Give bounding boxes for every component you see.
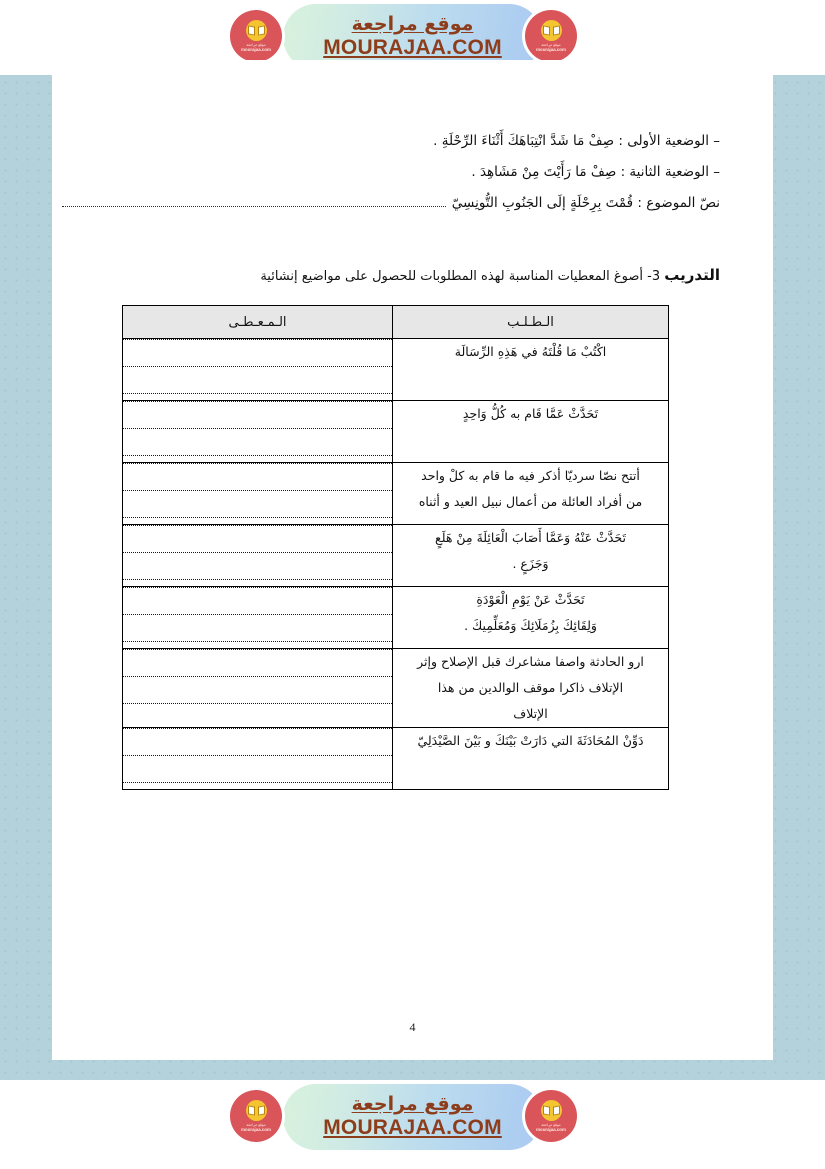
logo-caption-arabic-left: موقع مراجعة: [246, 42, 266, 47]
request-cell: [393, 649, 669, 728]
footer-branding-band: [0, 1080, 825, 1169]
request-cell: [393, 728, 669, 790]
answer-dotted-line[interactable]: [123, 455, 392, 456]
document-sheet: [52, 60, 773, 1060]
request-line: تَحَدَّثْ عَمَّا قَام به كُلُّ وَاحِدٍ: [462, 406, 599, 421]
table-row: [123, 649, 669, 728]
topic-label: نصّ الموضوع : قُمْتَ بِرِحْلَةٍ إلَى الجَنُوبِ التُّونِسِيّ: [451, 195, 720, 211]
footer-logo-left-caption: [241, 1123, 271, 1133]
request-line: تَحَدَّثْ عَنْ يَوْمِ الْعَوْدَةِ: [476, 592, 585, 607]
table-body: [123, 339, 669, 790]
request-line: الإتلاف ذاكرا موقف الوالدين من هذا: [437, 680, 624, 695]
answer-dotted-line[interactable]: [123, 614, 392, 615]
logo-caption-arabic-left: موقع مراجعة: [246, 1122, 266, 1127]
footer-logo-right-caption: [536, 1123, 566, 1133]
given-answer-cell[interactable]: [123, 401, 393, 463]
answer-dotted-line[interactable]: [123, 552, 392, 553]
table-row: [123, 401, 669, 463]
header-brand-url[interactable]: MOURAJAA.COM: [323, 36, 502, 60]
open-book-icon: [246, 20, 267, 41]
column-header-given: الـمـعـطـى: [123, 306, 393, 339]
answer-dotted-line[interactable]: [123, 641, 392, 642]
answer-dotted-line[interactable]: [123, 463, 392, 464]
header-brand-text: [283, 6, 542, 68]
intro-block: [52, 126, 720, 219]
situation-one-line: – الوضعية الأولى : صِفْ مَا شَدَّ انْتِبَاهَكَ أَثْنَاءَ الرِّحْلَةِ .: [433, 133, 720, 149]
logo-caption-url-left: mourajaa.com: [241, 1126, 271, 1132]
page-number: 4: [409, 1020, 416, 1034]
topic-line: [52, 188, 720, 219]
answer-dotted-line[interactable]: [123, 676, 392, 677]
request-line: دَوِّنْ المُحَادَثَةَ التي دَارَتْ بَيْنَكَ و بَيْنَ الصَّيْدَلِيّ: [417, 733, 644, 748]
request-line: ارو الحادثة واصفا مشاعرك قبل الإصلاح وإثر: [417, 654, 644, 669]
answer-dotted-line[interactable]: [123, 525, 392, 526]
exercise-table: [122, 305, 669, 790]
exercise-heading-text: 3- أصوغ المعطيات المناسبة لهذه المطلوبات للحصول على مواضيع إنشائية: [260, 269, 661, 284]
logo-caption-arabic-right: موقع مراجعة: [541, 42, 561, 47]
request-line: أتتح نصّا سرديّا أذكر فيه ما قام به كلْ واحد: [421, 468, 640, 483]
table-row: [123, 587, 669, 649]
logo-caption-url-right: mourajaa.com: [536, 46, 566, 52]
table-row: [123, 728, 669, 790]
open-book-icon: [246, 1100, 267, 1121]
table-header: [123, 306, 669, 339]
given-answer-cell[interactable]: [123, 587, 393, 649]
open-book-icon: [541, 20, 562, 41]
request-cell: [393, 401, 669, 463]
table-row: [123, 525, 669, 587]
answer-dotted-line[interactable]: [123, 339, 392, 340]
request-line: الإتلاف: [513, 706, 548, 721]
logo-caption-arabic-right: موقع مراجعة: [541, 1122, 561, 1127]
document-content: [52, 60, 773, 1060]
answer-dotted-line[interactable]: [123, 649, 392, 650]
given-answer-cell[interactable]: [123, 728, 393, 790]
answer-dotted-line[interactable]: [123, 755, 392, 756]
footer-brand-text: [283, 1086, 542, 1148]
header-brand-arabic: موقع مراجعة: [351, 12, 474, 35]
request-cell: [393, 525, 669, 587]
logo-caption-url-right: mourajaa.com: [536, 1126, 566, 1132]
header-logo-right: [525, 10, 577, 62]
request-cell: [393, 587, 669, 649]
logo-caption-url-left: mourajaa.com: [241, 46, 271, 52]
header-logo-right-caption: [536, 43, 566, 53]
answer-dotted-line[interactable]: [123, 401, 392, 402]
given-answer-cell[interactable]: [123, 525, 393, 587]
footer-logo-right: [525, 1090, 577, 1142]
open-book-icon: [541, 1100, 562, 1121]
header-logo-left: [230, 10, 282, 62]
table-header-row: [123, 306, 669, 339]
request-line: وَجَزَعٍ .: [512, 556, 549, 571]
column-header-request: الـطـلـب: [393, 306, 669, 339]
footer-band-inner: [0, 1080, 825, 1155]
request-line: من أفراد العائلة من أعمال نبيل العيد و أثناه: [418, 494, 643, 509]
given-answer-cell[interactable]: [123, 339, 393, 401]
request-cell: [393, 339, 669, 401]
request-line: اكْتُبْ مَا قُلْتَهُ في هَذِهِ الرِّسَالَة: [454, 344, 607, 359]
situation-two-line: – الوضعية الثانية : صِفْ مَا رَأَيْتَ مِنْ مَشَاهِدَ .: [471, 164, 720, 180]
answer-dotted-line[interactable]: [123, 517, 392, 518]
answer-dotted-line[interactable]: [123, 587, 392, 588]
footer-brand-arabic: موقع مراجعة: [351, 1092, 474, 1115]
answer-dotted-line[interactable]: [123, 728, 392, 729]
given-answer-cell[interactable]: [123, 463, 393, 525]
answer-dotted-line[interactable]: [123, 782, 392, 783]
request-line: تَحَدَّثْ عَنْهُ وَعَمَّا أَصَابَ الْعَائِلَةَ مِنْ هَلَعٍ: [435, 530, 626, 545]
exercise-heading: [52, 265, 720, 287]
answer-dotted-line[interactable]: [123, 366, 392, 367]
answer-dotted-line[interactable]: [123, 579, 392, 580]
given-answer-cell[interactable]: [123, 649, 393, 728]
request-cell: [393, 463, 669, 525]
header-logo-left-caption: [241, 43, 271, 53]
answer-dotted-line[interactable]: [123, 428, 392, 429]
topic-dotted-fill: [62, 205, 446, 207]
footer-brand-url[interactable]: MOURAJAA.COM: [323, 1116, 502, 1140]
answer-dotted-line[interactable]: [123, 490, 392, 491]
request-line: وَلِقَائِكَ بِزُمَلَائِكَ وَمُعَلِّمِيكَ .: [464, 618, 597, 633]
answer-dotted-line[interactable]: [123, 703, 392, 704]
footer-logo-left: [230, 1090, 282, 1142]
answer-dotted-line[interactable]: [123, 393, 392, 394]
exercise-number-label: التدريب: [664, 266, 720, 284]
table-row: [123, 463, 669, 525]
table-row: [123, 339, 669, 401]
